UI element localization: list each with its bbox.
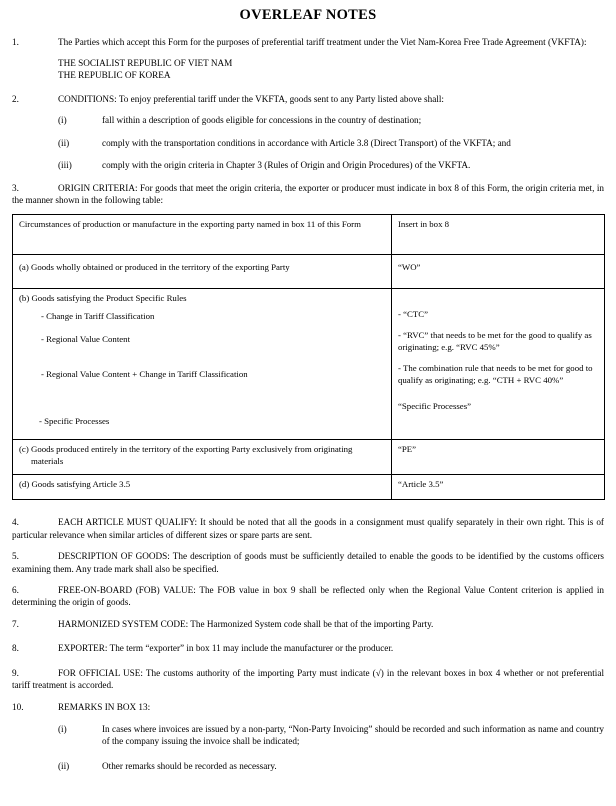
note-9 <box>12 667 604 692</box>
note-6-text: FREE-ON-BOARD (FOB) VALUE: The FOB value in box 9 shall be reflected only when the Regional Value Content criterion is applied in determining the origin of goods. <box>12 585 604 608</box>
note-7-number: 7. <box>12 618 19 629</box>
note-8-text: EXPORTER: The term “exporter” in box 11 may include the manufacturer or the producer. <box>58 643 394 654</box>
table-header-row <box>13 215 605 255</box>
note-1 <box>12 36 604 48</box>
page-title: OVERLEAF NOTES <box>239 7 377 23</box>
note-5 <box>12 550 604 575</box>
remark-item-number: (i) <box>58 724 67 734</box>
condition-item-text: fall within a description of goods eligible for concessions in the country of destination; <box>102 115 422 126</box>
note-9-text: FOR OFFICIAL USE: The customs authority of the importing Party must indicate (√) in the relevant boxes in box 4 whether or not preferential tariff treatment is accorded. <box>12 667 604 691</box>
table-header-insert: Insert in box 8 <box>392 215 605 255</box>
remark-item <box>12 723 604 748</box>
row-d-insert: “Article 3.5” <box>392 475 605 500</box>
row-b-circumstance <box>13 289 392 440</box>
row-a-circumstance: (a) Goods wholly obtained or produced in the territory of the exporting Party <box>13 255 392 289</box>
note-1-text: The Parties which accept this Form for the purposes of preferential tariff treatment under the Viet Nam-Korea Free Trade Agreement (VKFTA): <box>58 36 587 47</box>
insert-specific-processes: “Specific Processes” <box>398 400 472 411</box>
condition-item-number: (ii) <box>58 137 70 148</box>
condition-item-text: comply with the transportation conditions in accordance with Article 3.8 (Direct Transport) of the VKFTA; and <box>102 137 511 148</box>
note-6 <box>12 584 604 609</box>
note-7-text: HARMONIZED SYSTEM CODE: The Harmonized System code shall be that of the importing Party. <box>58 618 434 629</box>
table-row <box>13 440 605 475</box>
table-row <box>13 475 605 500</box>
insert-ctc: - “CTC” <box>398 309 429 320</box>
condition-item <box>12 114 604 126</box>
note-3 <box>12 182 604 207</box>
remark-item-text: Other remarks should be recorded as necessary. <box>102 760 277 771</box>
note-3-text: ORIGIN CRITERIA: For goods that meet the origin criteria, the exporter or producer must indicate in box 8 of this Form, the origin criteria met, in the manner shown in the following table: <box>12 182 604 205</box>
row-d-circumstance: (d) Goods satisfying Article 3.5 <box>13 475 392 500</box>
remark-item-number: (ii) <box>58 760 70 771</box>
condition-item-text: comply with the origin criteria in Chapter 3 (Rules of Origin and Origin Procedures) of the VKFTA. <box>102 160 471 171</box>
note-5-text: DESCRIPTION OF GOODS: The description of goods must be sufficiently detailed to enable the goods to be identified by the customs officers examining them. Any trade mark shall also be specified. <box>12 551 604 574</box>
insert-rvc-ctc: - The combination rule that needs to be met for good to qualify as originating; e.g. “CTH + RVC 40%” <box>398 362 593 385</box>
remark-item-text: In cases where invoices are issued by a non-party, “Non-Party Invoicing” should be recorded and such information as name and country of the company issuing the invoice shall be indicated; <box>102 724 604 747</box>
table-row <box>13 289 605 440</box>
condition-item <box>12 137 604 149</box>
condition-item-number: (iii) <box>58 160 72 171</box>
note-3-number: 3. <box>12 182 19 193</box>
rule-rvc: - Regional Value Content <box>41 334 131 345</box>
note-4-number: 4. <box>12 517 19 528</box>
origin-criteria-table <box>12 214 605 500</box>
note-8-number: 8. <box>12 643 19 654</box>
remark-item <box>12 760 604 772</box>
party-vietnam: THE SOCIALIST REPUBLIC OF VIET NAM <box>58 57 233 68</box>
note-8 <box>12 642 604 654</box>
condition-item-number: (i) <box>58 115 67 126</box>
note-2 <box>12 93 604 105</box>
note-2-text: CONDITIONS: To enjoy preferential tariff under the VKFTA, goods sent to any Party listed above shall: <box>58 93 444 104</box>
row-b-insert <box>392 289 605 440</box>
table-header-circumstances: Circumstances of production or manufacture in the exporting party named in box 11 of this Form <box>13 215 392 255</box>
rule-ctc: - Change in Tariff Classification <box>41 311 155 322</box>
note-4-text: EACH ARTICLE MUST QUALIFY: It should be noted that all the goods in a consignment must qualify separately in their own right. This is of particular relevance when similar articles of different sizes or spare parts are sent. <box>12 517 604 540</box>
note-9-number: 9. <box>12 667 19 678</box>
note-6-number: 6. <box>12 585 19 596</box>
rule-specific-processes: - Specific Processes <box>39 415 110 426</box>
overleaf-notes-page <box>12 6 604 784</box>
note-4 <box>12 516 604 541</box>
note-5-number: 5. <box>12 551 19 562</box>
note-7 <box>12 618 604 630</box>
note-10-number: 10. <box>12 701 24 712</box>
rule-rvc-ctc: - Regional Value Content + Change in Tariff Classification <box>41 368 248 379</box>
note-1-number: 1. <box>12 36 19 47</box>
party-korea: THE REPUBLIC OF KOREA <box>58 70 171 81</box>
row-b-title: (b) Goods satisfying the Product Specific Rules <box>19 293 187 304</box>
party-list <box>58 57 604 82</box>
condition-item <box>12 159 604 171</box>
note-2-number: 2. <box>12 93 19 104</box>
table-row <box>13 255 605 289</box>
row-c-circumstance: (c) Goods produced entirely in the territory of the exporting Party exclusively from originating materials <box>13 440 392 475</box>
note-10-text: REMARKS IN BOX 13: <box>58 701 151 712</box>
row-a-insert: “WO” <box>392 255 605 289</box>
row-c-insert: “PE” <box>392 440 605 475</box>
insert-rvc: - “RVC” that needs to be met for the good to qualify as originating; e.g. “RVC 45%” <box>398 330 592 353</box>
note-10 <box>12 701 604 713</box>
